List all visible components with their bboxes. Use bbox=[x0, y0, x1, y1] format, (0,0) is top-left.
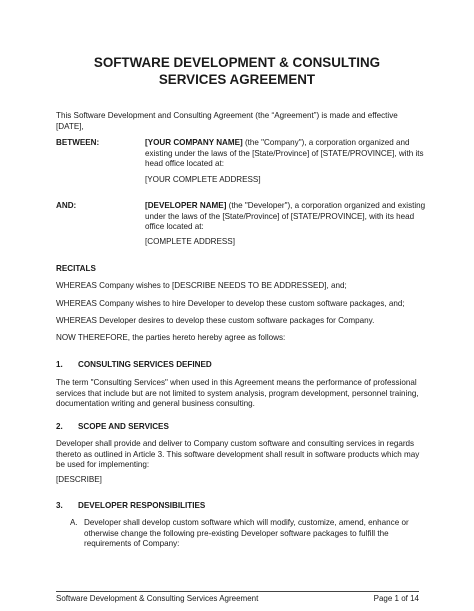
section-2-title: SCOPE AND SERVICES bbox=[78, 422, 169, 431]
intro-paragraph: This Software Development and Consulting Agreement (the “Agreement”) is made and effective [DATE], bbox=[56, 111, 398, 131]
section-2-heading bbox=[56, 422, 169, 431]
developer-address: [COMPLETE ADDRESS] bbox=[145, 237, 235, 246]
recital-item: WHEREAS Company wishes to hire Developer to develop these custom software packages, and; bbox=[56, 299, 405, 308]
section-1-heading bbox=[56, 360, 212, 369]
section-2-placeholder: [DESCRIBE] bbox=[56, 475, 102, 484]
between-label: BETWEEN: bbox=[56, 138, 100, 147]
title-line-1: SOFTWARE DEVELOPMENT & CONSULTING bbox=[93, 55, 381, 70]
recital-item: WHEREAS Developer desires to develop these custom software packages for Company. bbox=[56, 316, 375, 325]
company-description: (the "Company"), a corporation organized and existing under the laws of the [State/Province] of [STATE/PROVINCE], with its head office located at: bbox=[145, 138, 424, 168]
and-label: AND: bbox=[56, 201, 77, 210]
recital-item: WHEREAS Company wishes to [DESCRIBE NEEDS TO BE ADDRESSED], and; bbox=[56, 281, 347, 290]
company-name: [YOUR COMPANY NAME] bbox=[145, 138, 243, 147]
item-a-marker: A. bbox=[70, 518, 78, 527]
developer-description: (the "Developer"), a corporation organized and existing under the laws of the [State/Province] of [STATE/PROVINCE], with its head office located at: bbox=[145, 201, 426, 231]
recitals-heading: RECITALS bbox=[56, 264, 96, 273]
company-party-block bbox=[145, 138, 435, 170]
recital-closing: NOW THEREFORE, the parties hereto hereby agree as follows: bbox=[56, 333, 286, 342]
title-line-2: SERVICES AGREEMENT bbox=[158, 72, 316, 87]
document-title bbox=[0, 54, 474, 88]
company-address: [YOUR COMPLETE ADDRESS] bbox=[145, 175, 261, 184]
section-3-item-a bbox=[70, 518, 415, 550]
section-3-heading bbox=[56, 501, 205, 510]
section-3-title: DEVELOPER RESPONSIBILITIES bbox=[78, 501, 206, 510]
section-1-text: The term "Consulting Services" when used in this Agreement means the performance of professional services that include but are not limited to system analysis, program development, personnel training, documentation writing and general business consulting. bbox=[56, 378, 419, 408]
footer-divider bbox=[56, 591, 419, 592]
developer-party-block bbox=[145, 201, 435, 233]
section-1-number: 1. bbox=[56, 360, 63, 369]
footer-page-number: Page 1 of 14 bbox=[373, 594, 419, 603]
item-a-text: Developer shall develop custom software which will modify, customize, amend, enhance or otherwise change the following pre-existing Developer software packages to fulfill the requirements of Company: bbox=[84, 518, 409, 548]
footer-document-name: Software Development & Consulting Services Agreement bbox=[56, 594, 259, 603]
section-3-number: 3. bbox=[56, 501, 63, 510]
section-1-title: CONSULTING SERVICES DEFINED bbox=[78, 360, 212, 369]
developer-name: [DEVELOPER NAME] bbox=[145, 201, 227, 210]
section-2-text: Developer shall provide and deliver to Company custom software and consulting services in regards thereto as outlined in Article 3. This software development shall result in software products which may be used for implementing: bbox=[56, 439, 420, 469]
section-2-number: 2. bbox=[56, 422, 63, 431]
